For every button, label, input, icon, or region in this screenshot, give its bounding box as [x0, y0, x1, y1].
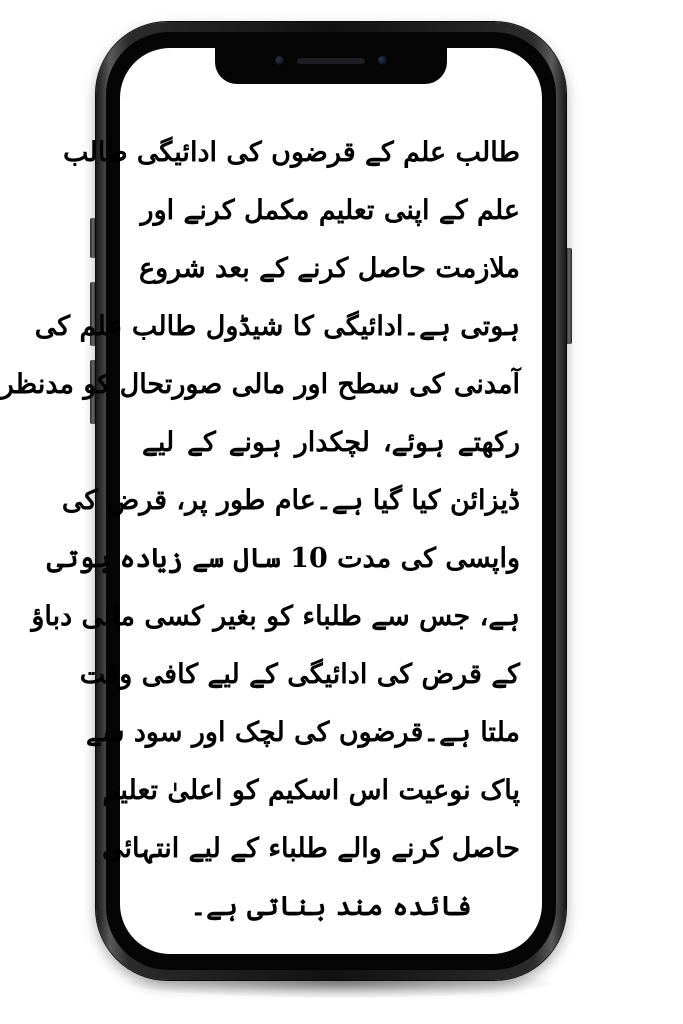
article-line: کے قرض کی ادائیگی کے لیے کافی وقت: [79, 659, 520, 690]
phone-bezel: [0, 32, 556, 970]
front-camera-icon: [275, 56, 284, 65]
article-line: ہے، جس سے طلباء کو بغیر کسی مالی دباؤ: [31, 601, 520, 632]
phone-frame: [0, 22, 566, 980]
article-line: طالب علم کے قرضوں کی ادائیگی طالب: [63, 137, 520, 168]
article-line: واپسی کی مدت 10 سال سے زیادہ ہوتی: [46, 543, 520, 574]
article-line: پاک نوعیت اس اسکیم کو اعلیٰ تعلیم: [102, 775, 520, 806]
article-line: رکھتے ہوئے، لچکدار ہونے کے لیے: [142, 427, 520, 458]
notch: [215, 48, 447, 84]
article-body: [0, 124, 520, 922]
earpiece-speaker-icon: [297, 58, 365, 64]
article-line: ڈیزائن کیا گیا ہے۔عام طور پر، قرض کی: [61, 485, 520, 516]
article-line: ملازمت حاصل کرنے کے بعد شروع: [138, 253, 520, 284]
sensor-icon: [378, 56, 387, 65]
article-line: ہوتی ہے۔ادائیگی کا شیڈول طالب علم کی: [34, 311, 520, 342]
power-button: [566, 248, 572, 344]
article-line: علم کے اپنی تعلیم مکمل کرنے اور: [140, 195, 520, 226]
phone-screen: [0, 48, 542, 954]
article-line: ملتا ہے۔قرضوں کی لچک اور سود سے: [86, 717, 520, 748]
article-line: آمدنی کی سطح اور مالی صورتحال کو مدنظر: [0, 369, 520, 400]
article-line: حاصل کرنے والے طلباء کے لیے انتہائی: [102, 833, 520, 864]
article-line: فائدہ مند بناتی ہے۔: [190, 891, 472, 922]
